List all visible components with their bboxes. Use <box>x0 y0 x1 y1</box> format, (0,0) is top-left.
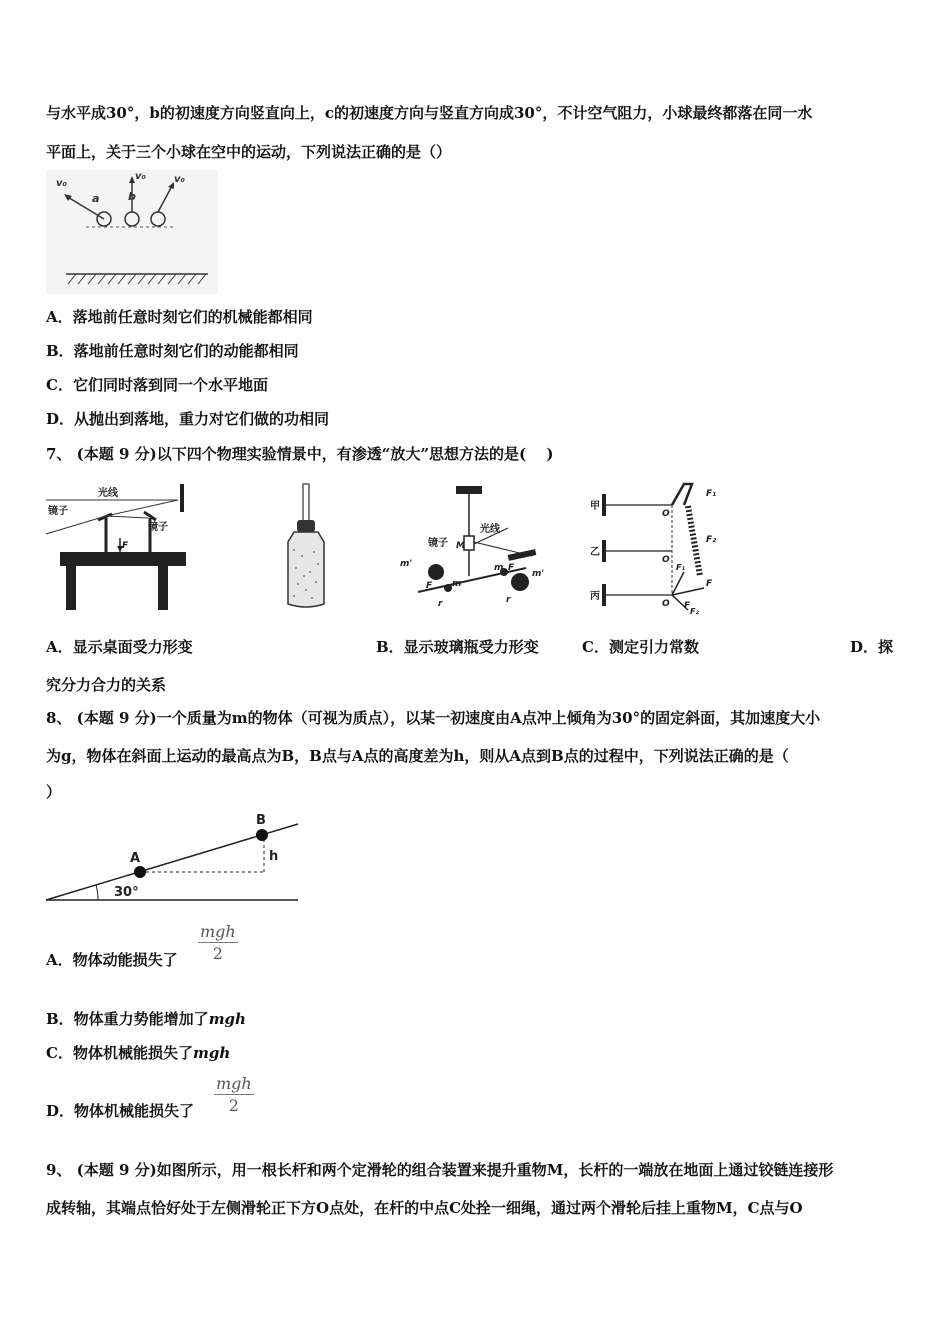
svg-text:甲: 甲 <box>590 501 600 512</box>
svg-text:F: F <box>684 601 691 611</box>
q6-option-d: D．从抛出到落地，重力对它们做的功相同 <box>46 410 330 428</box>
q8-option-a-fraction <box>198 922 238 965</box>
svg-text:a: a <box>92 192 100 205</box>
svg-text:m: m <box>452 579 462 589</box>
svg-text:镜子: 镜子 <box>48 506 68 517</box>
q7-figure-table <box>46 478 196 612</box>
q7-option-b: B．显示玻璃瓶受力形变 <box>376 638 539 656</box>
svg-text:O: O <box>662 599 670 609</box>
q8-line-2: 为g，物体在斜面上运动的最高点为B，B点与A点的高度差为h，则从A点到B点的过程中，下列说法正确的是（ <box>46 747 789 765</box>
svg-text:B: B <box>256 813 266 828</box>
q6-line-1: 与水平成30°，b的初速度方向竖直向上，c的初速度方向与竖直方向成30°，不计空气阻力，小球最终都落在同一水 <box>46 104 813 122</box>
svg-text:F: F <box>706 579 713 589</box>
q7-figure-forces <box>588 476 728 616</box>
q8-incline-figure <box>44 812 302 906</box>
svg-text:O: O <box>662 555 670 565</box>
svg-text:v₀: v₀ <box>135 171 146 182</box>
q7-stem: 7、 (本题 9 分)以下四个物理实验情景中，有渗透“放大”思想方法的是( ) <box>46 445 554 463</box>
svg-text:v₀: v₀ <box>174 174 185 185</box>
svg-text:F: F <box>426 581 433 591</box>
fraction-numerator: mgh <box>216 1074 252 1093</box>
point-b <box>256 829 268 841</box>
q7-option-a: A．显示桌面受力形变 <box>46 638 193 656</box>
q9-line-1: 9、 (本题 9 分)如图所示，用一根长杆和两个定滑轮的组合装置来提升重物M，长杆的一端放在地面上通过铰链连接形 <box>46 1161 834 1179</box>
svg-text:乙: 乙 <box>590 547 600 558</box>
svg-text:镜子: 镜子 <box>428 538 448 549</box>
svg-text:O: O <box>662 509 670 519</box>
svg-text:30°: 30° <box>114 885 139 900</box>
q7-option-d-continued: 究分力合力的关系 <box>46 676 167 694</box>
svg-text:h: h <box>269 849 279 864</box>
svg-text:m': m' <box>532 569 545 579</box>
q8-option-c: C．物体机械能损失了mgh <box>46 1044 231 1062</box>
q8-option-b: B．物体重力势能增加了mgh <box>46 1010 246 1028</box>
svg-text:镜子: 镜子 <box>148 522 168 533</box>
q6-option-b: B．落地前任意时刻它们的动能都相同 <box>46 342 299 360</box>
svg-text:b: b <box>128 190 136 203</box>
svg-text:m': m' <box>400 559 413 569</box>
svg-text:光线: 光线 <box>480 524 500 535</box>
svg-text:光线: 光线 <box>98 488 118 499</box>
q8-option-a: A．物体动能损失了 <box>46 951 178 969</box>
fraction-denominator: 2 <box>228 1096 239 1115</box>
svg-text:v₀: v₀ <box>56 178 67 189</box>
svg-text:F₁: F₁ <box>676 563 685 572</box>
svg-text:F: F <box>508 563 515 573</box>
svg-text:F₁: F₁ <box>706 489 717 499</box>
svg-text:F: F <box>122 541 129 551</box>
q8-line-3: ） <box>46 783 62 801</box>
q6-line-2: 平面上，关于三个小球在空中的运动，下列说法正确的是（） <box>46 143 452 161</box>
svg-text:F₂: F₂ <box>690 607 699 616</box>
q8-option-d-fraction <box>214 1074 254 1117</box>
q6-option-a: A．落地前任意时刻它们的机械能都相同 <box>46 308 313 326</box>
svg-text:r: r <box>506 595 511 605</box>
fraction-numerator: mgh <box>200 922 236 941</box>
svg-text:r: r <box>438 599 443 609</box>
fraction-denominator: 2 <box>212 944 223 963</box>
svg-text:m: m <box>494 563 504 573</box>
svg-text:F₂: F₂ <box>706 535 717 545</box>
svg-text:丙: 丙 <box>590 591 600 602</box>
q8-line-1: 8、 (本题 9 分)一个质量为m的物体（可视为质点），以某一初速度由A点冲上倾角为30°的固定斜面，其加速度大小 <box>46 709 821 727</box>
q8-option-d: D．物体机械能损失了 <box>46 1102 195 1120</box>
q7-figure-bottle <box>284 484 330 610</box>
q7-option-c: C．测定引力常数 <box>582 638 699 656</box>
q7-option-d: D．探 <box>850 638 894 656</box>
q6-figure <box>46 170 218 294</box>
point-a <box>134 866 146 878</box>
q9-line-2: 成转轴，其端点恰好处于左侧滑轮正下方O点处，在杆的中点C处拴一细绳，通过两个滑轮后挂上重物M，C点与O <box>46 1199 803 1217</box>
q7-figure-torsion <box>398 484 548 614</box>
q6-option-c: C．它们同时落到同一个水平地面 <box>46 376 268 394</box>
svg-text:M: M <box>456 541 465 551</box>
svg-text:A: A <box>130 851 141 866</box>
